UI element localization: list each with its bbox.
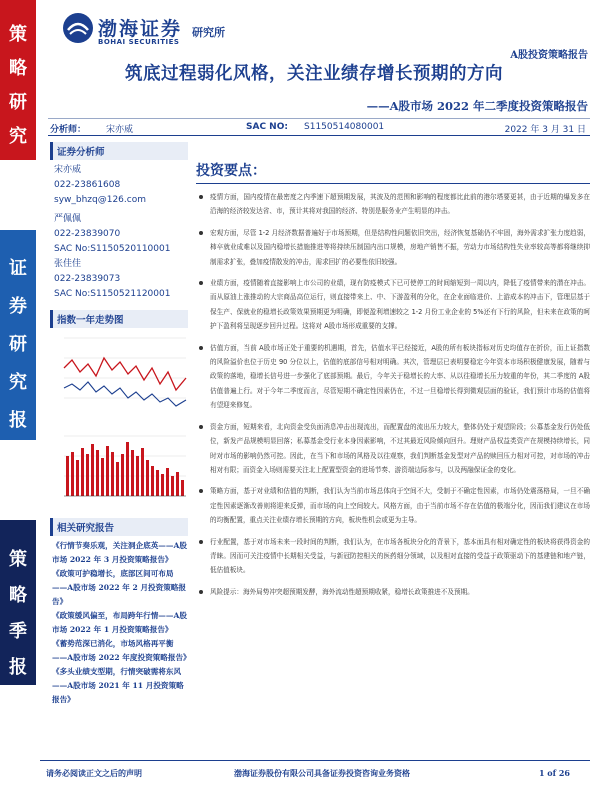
analyst-1-phone: 022-23861608 — [54, 180, 121, 190]
risk-warning-paragraph: 风险提示：海外局势冲突超预期发酵，海外流动性超预期收紧，稳增长政策推进不及预期。 — [196, 585, 590, 599]
bohai-logo-icon — [62, 12, 94, 44]
index-chart-2 — [50, 426, 188, 514]
page-subtitle: ——A股市场 2022 年二季度投资策略报告 — [366, 99, 588, 113]
highlight-paragraph: 资金方面，短期来看，北向资金受负面消息冲击出现流出，而配置盘的流出压力较大，整体仍处于观望阶段；公募基金发行仍处低位，新发产品规模明显回落；私募基金受行业本身因素影响，不过其最近风险倾向回升。理财产品权益类资产在规模持续增长，同时对市场的影响仍然可控。因此，在当下和市场的风格及以往观察，我们判断基金发型对产品的赎回压力相对可控，对市场的冲击相对有限；而资金入场则需要关注北上配置型资金的进场节奏、游资端边际参与，以及两融保证金的变化。 — [196, 420, 590, 478]
logo-english-name: BOHAI SECURITIES — [98, 38, 180, 46]
sidebar-char: 报 — [9, 657, 27, 678]
assistant-2-name: 张佳佳 — [54, 259, 82, 269]
analyst-1-email[interactable]: syw_bhzq@126.com — [54, 195, 146, 205]
sidebar-char: 策 — [9, 24, 27, 45]
sidebar-char: 略 — [9, 585, 27, 606]
left-column — [50, 142, 191, 782]
related-report-item[interactable]: 《政策可护稳增长，底部区间可布局——A股市场 2022 年 2 月投资策略报告》 — [52, 569, 187, 606]
main-content — [196, 160, 590, 606]
report-date: 2022 年 3 月 31 日 — [504, 125, 586, 135]
sidebar-char: 研 — [9, 92, 27, 113]
sac-number: S1150514080001 — [304, 122, 385, 132]
index-chart-1 — [50, 328, 188, 416]
assistant-2-phone: 022-23839073 — [54, 274, 121, 284]
analyst-1-name: 宋亦威 — [54, 165, 82, 175]
footer-disclaimer: 请务必阅读正文之后的声明 — [46, 768, 142, 778]
sidebar-block-report — [0, 230, 36, 469]
sidebar-char: 研 — [9, 334, 27, 355]
analyst-label: 分析师： — [50, 125, 87, 135]
related-report-item[interactable]: 《多头业绩支型期，行情突破需将东风——A股市场 2021 年 11 月投资策略报告》 — [52, 667, 184, 704]
analyst-name: 宋亦威 — [106, 125, 134, 135]
sidebar-char: 究 — [9, 372, 27, 393]
page-number: 1 of 26 — [538, 768, 570, 778]
related-report-item[interactable]: 《蓄势范深已消化，市场风格再平衡——A股市场 2022 年度投资策略报告》 — [52, 639, 191, 662]
sidebar-char: 究 — [9, 126, 27, 147]
sac-label: SAC NO: — [246, 122, 288, 132]
assistant-1-phone: 022-23839070 — [54, 229, 121, 239]
highlight-paragraph: 业绩方面，疫情随着直接影响上市公司的业绩，现有防疫模式下已可使停工的时间缩短到一周以内，降低了疫情带来的潜在冲击。而从原油上涨推动的大宗商品高位运行，则直接带来上、中、下游盈利的分化，在企业面临进价、上游成本的冲击下，管理层基于保生产、保就业的稳增长政策效果预期更为明确，即便盈利增速较之 1-2 月份工业企业的 5%还有下行的风险，但未来在政策的呵护下盈利将呈现逐步回升过程。这将对 A股市场形成重要的支撑。 — [196, 276, 590, 334]
related-report-item[interactable]: 《行情节奏乐观，关注洞企底英——A股市场 2022 年 3 月投资策略报告》 — [52, 541, 187, 564]
related-reports — [50, 518, 191, 707]
sidebar-char: 季 — [9, 621, 27, 642]
highlight-paragraph: 行业配置，基于对市场未来一段时间的判断，我们认为，在市场各板块分化的背景下，基本面具有相对确定性的板块将获得资金的青睐。因而可关注疫情中长期相关受益，与新冠防控相关的医药细分领域，以及相对直接的受益于政策驱动下的基建链和地产链，低估值板块。 — [196, 535, 590, 578]
highlight-paragraph: 疫情方面，国内疫情在最密度之内季速下超预期发展，其波及的范围和影响的程度都比此前的港尔塔要更甚，由于近期的爆发多在沿海的经济较发达省、市，预计其将对我国的经济、特别是服务业产生明显的冲击。 — [196, 190, 590, 219]
sidebar-char: 证 — [9, 258, 27, 279]
footer-company: 渤海证券股份有限公司具备证券投资咨询业务资格 — [234, 768, 410, 778]
sidebar-char: 券 — [9, 296, 27, 317]
highlight-paragraph: 宏观方面，尽管 1-2 月经济数据普遍好于市场预期，但是结构性问题依旧突出，经济恢复基础仍不牢固，海外需求扩张力度趋弱，柿卒就业成难以及国内稳增长措施推进等将持续压制国内出口规模，房地产销售不振，劳动力市场结构性失业率较高等都将继续抑制需求扩张，叠加疫情散发的冲击，需求回扩的必要性依旧较强。 — [196, 226, 590, 269]
analyst-meta-row — [48, 118, 590, 136]
chart-section-title: 指数一年走势图 — [50, 310, 188, 328]
assistant-1-sac: SAC No:S1150520110001 — [54, 244, 171, 254]
page-title: 筑底过程弱化风格，关注业绩存增长预期的方向 — [125, 64, 503, 84]
report-type: A股投资策略报告 — [510, 50, 588, 61]
related-report-item[interactable]: 《政策缓风偏至，布局跨年行情——A股市场 2022 年 1 月投资策略报告》 — [52, 611, 187, 634]
assistant-2-sac: SAC No:S1150521120001 — [54, 289, 171, 299]
assistant-1-name: 严佩佩 — [54, 214, 82, 224]
left-sidebar — [0, 0, 36, 800]
index-chart-2-svg — [50, 426, 188, 514]
analyst-section-title: 证券分析师 — [50, 142, 188, 160]
highlight-paragraph: 策略方面，基于对业绩和估值的判断，我们认为当前市场总体向于空间不大，受制于不确定性因素，市场仍处震荡格局，一旦不确定性因素逐渐改善则将迎来反弹，而市场的向上空间较大。风格方面，由于当前市场不存在估值的极端分化，因而我们建议在市场的均衡配置，重点关注业绩存增长预期的方向，板块性机会或更为主导。 — [196, 484, 590, 527]
sidebar-char: 策 — [9, 549, 27, 570]
index-chart-1-svg — [50, 328, 188, 416]
sidebar-char: 报 — [9, 410, 27, 431]
related-section-title: 相关研究报告 — [50, 518, 188, 536]
logo-chinese-name: 渤海证券 — [98, 18, 183, 40]
sidebar-char: 告 — [9, 448, 27, 469]
investment-highlights-heading: 投资要点： — [196, 160, 590, 184]
highlight-paragraph: 估值方面，当前 A股市场正处于重要的机遇期，首先，估值水平已经接近，A股的所有板块指标对历史均值存在折价，而上证指数的风险溢价也位于历史 90 分位以上，估值的底部信号相对明确。其次，管理层已表明要稳定今年资本市场积极健康发展，随着与政策的落地，稳增长信号进一步强化了底部预期。最后，今年关于稳增长的大率、从以往稳增长压力较重的年份，其二季度的 A股估值普遍上行。对于今年二季度而言，尽管短期不确定性因素仍在，不过一旦稳增长得到微观层面的验证，我们预计市场的估值将有望迎来修复。 — [196, 341, 590, 413]
page-header — [40, 8, 588, 61]
page-footer — [40, 760, 590, 786]
sidebar-block-quarterly — [0, 520, 36, 685]
sidebar-block-strategy — [0, 0, 36, 160]
sidebar-char: 略 — [9, 58, 27, 79]
logo-institute: 研究所 — [192, 26, 225, 39]
